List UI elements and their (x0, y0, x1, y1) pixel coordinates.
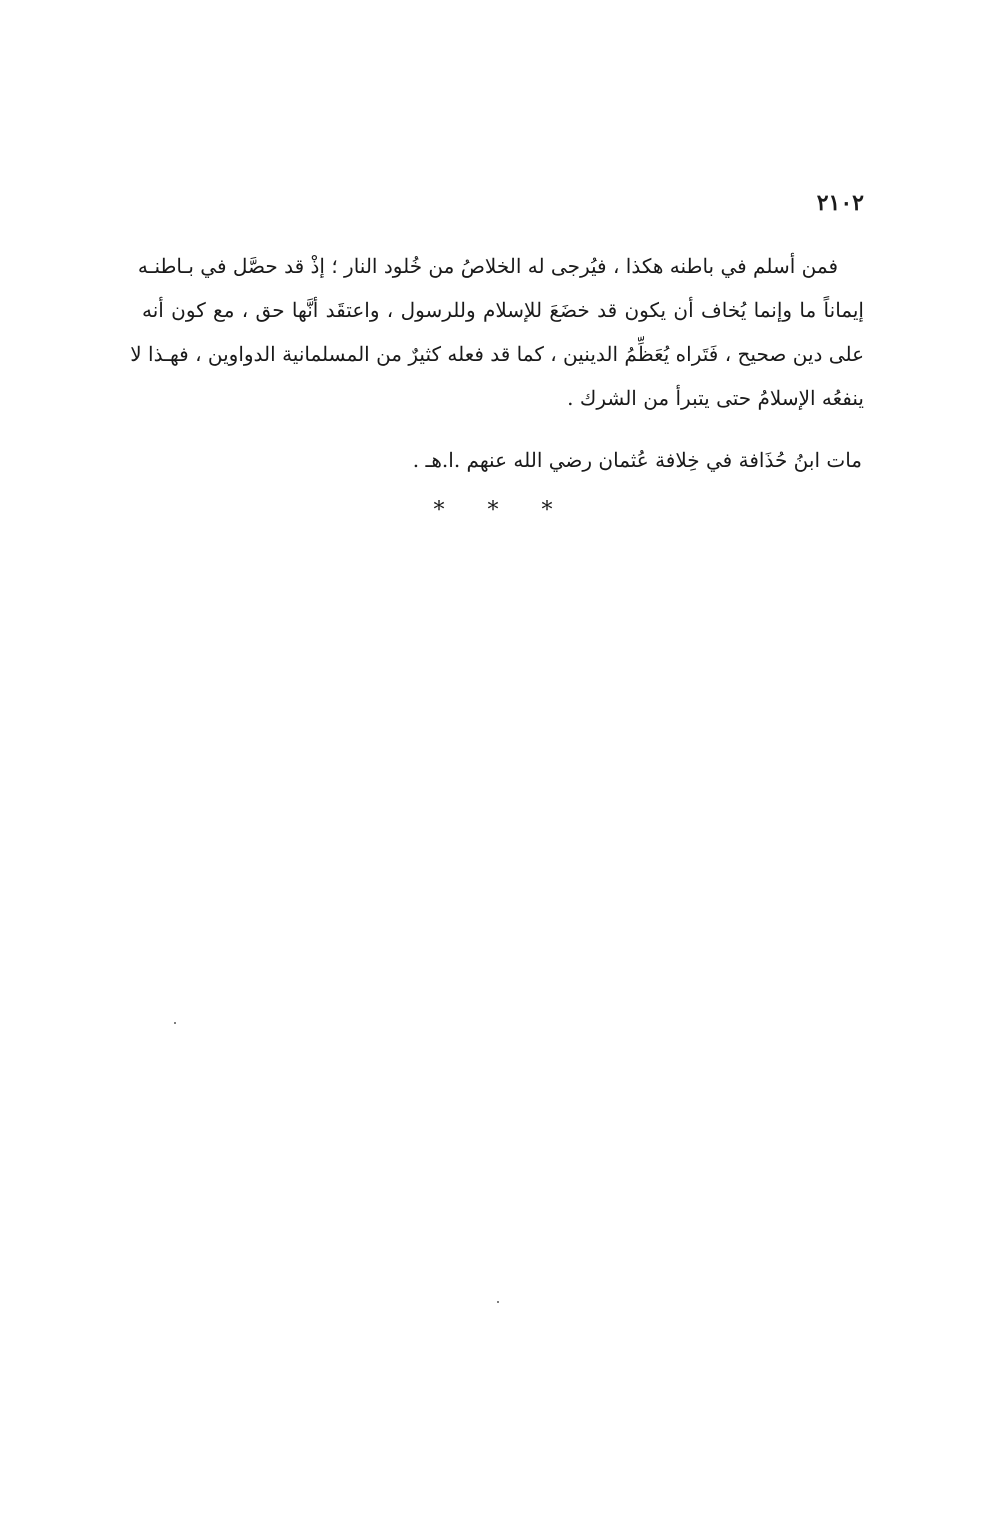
paragraph-line: على دين صحيح ، فَتَراه يُعَظِّمُ الدينين ، كما قد فعله كثيرٌ من المسلمانية الدواوين ، فهـذا لا (130, 342, 864, 366)
scan-speck (497, 1301, 499, 1303)
paragraph-line: ينفعُه الإسلامُ حتى يتبرأ من الشرك . (567, 386, 864, 410)
page-number: ٢١٠٢ (816, 190, 864, 216)
paragraph-line: إيماناً ما وإنما يُخاف أن يكون قد خضَعَ للإسلام وللرسول ، واعتقَد أنَّها حق ، مع كون أنه (142, 298, 864, 322)
closing-note: مات ابنُ حُذَافة في خِلافة عُثمان رضي الله عنهم .ا.هـ . (412, 448, 862, 472)
scan-speck (174, 1022, 176, 1024)
paragraph-line: فمن أسلم في باطنه هكذا ، فيُرجى له الخلاصُ من خُلود النار ؛ إذْ قد حصَّل في بـاطنـه (137, 254, 838, 278)
section-separator: * * * (433, 498, 571, 523)
main-paragraph (130, 244, 864, 420)
